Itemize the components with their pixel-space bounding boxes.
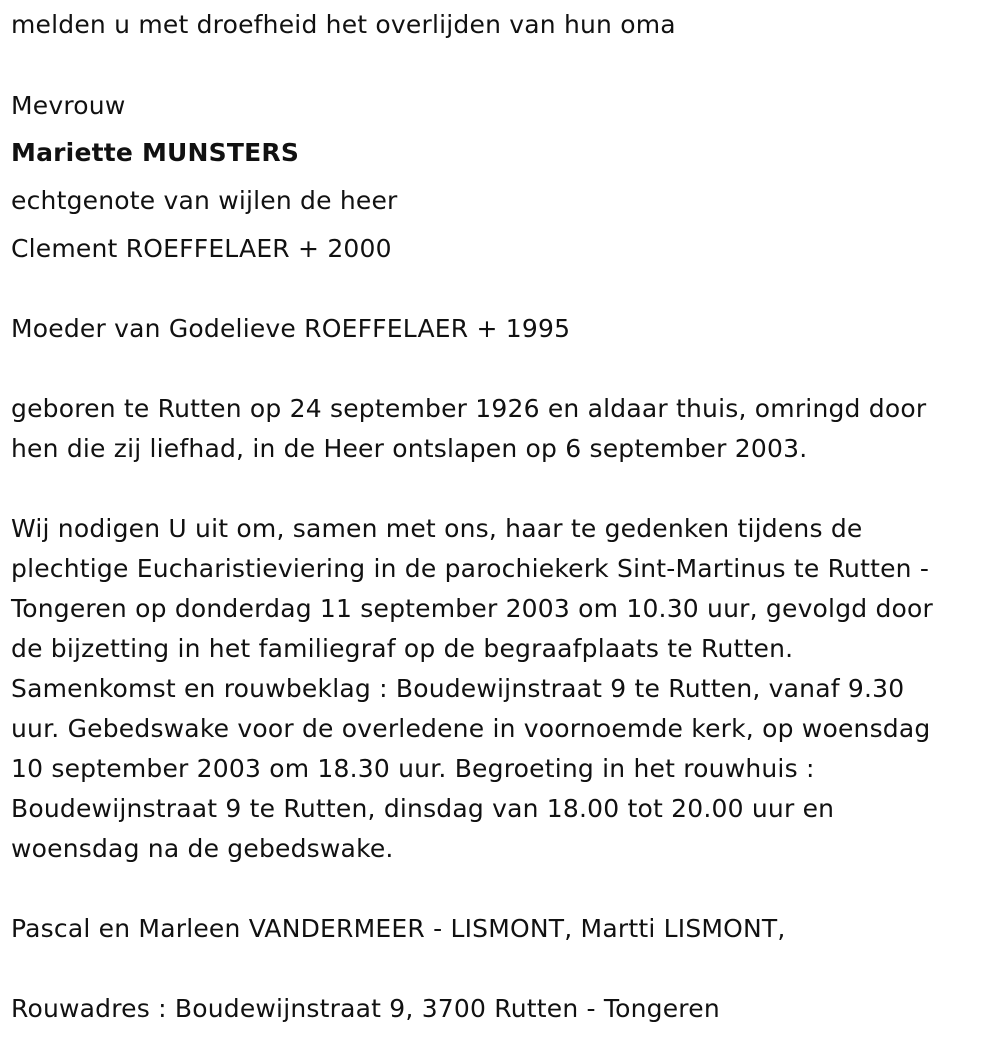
invitation-line: de bijzetting in het familiegraf op de begraafplaats te Rutten. (11, 634, 794, 663)
invitation-line: Samenkomst en rouwbeklag : Boudewijnstraat 9 te Rutten, vanaf 9.30 (11, 674, 905, 703)
invitation-line: uur. Gebedswake voor de overledene in voornoemde kerk, op woensdag (11, 714, 931, 743)
invitation-line: 10 september 2003 om 18.30 uur. Begroeting in het rouwhuis : (11, 754, 815, 783)
invitation-line: Wij nodigen U uit om, samen met ons, haar te gedenken tijdens de (11, 514, 863, 543)
deceased-name: Mariette MUNSTERS (11, 138, 300, 167)
invitation-line: woensdag na de gebedswake. (11, 834, 394, 863)
birth-death-line: geboren te Rutten op 24 september 1926 en aldaar thuis, omringd door (11, 394, 927, 423)
spouse-name: Clement ROEFFELAER + 2000 (11, 234, 392, 263)
opening-line: melden u met droefheid het overlijden van hun oma (11, 10, 676, 39)
child-line: Moeder van Godelieve ROEFFELAER + 1995 (11, 314, 571, 343)
family-line: Pascal en Marleen VANDERMEER - LISMONT, Martti LISMONT, (11, 914, 786, 943)
invitation-line: plechtige Eucharistieviering in de parochiekerk Sint-Martinus te Rutten - (11, 554, 930, 583)
honorific-title: Mevrouw (11, 91, 126, 120)
invitation-line: Tongeren op donderdag 11 september 2003 om 10.30 uur, gevolgd door (11, 594, 934, 623)
invitation-line: Boudewijnstraat 9 te Rutten, dinsdag van 18.00 tot 20.00 uur en (11, 794, 835, 823)
birth-death-line: hen die zij liefhad, in de Heer ontslapen op 6 september 2003. (11, 434, 808, 463)
mourning-address: Rouwadres : Boudewijnstraat 9, 3700 Rutten - Tongeren (11, 994, 720, 1023)
spouse-intro: echtgenote van wijlen de heer (11, 186, 398, 215)
